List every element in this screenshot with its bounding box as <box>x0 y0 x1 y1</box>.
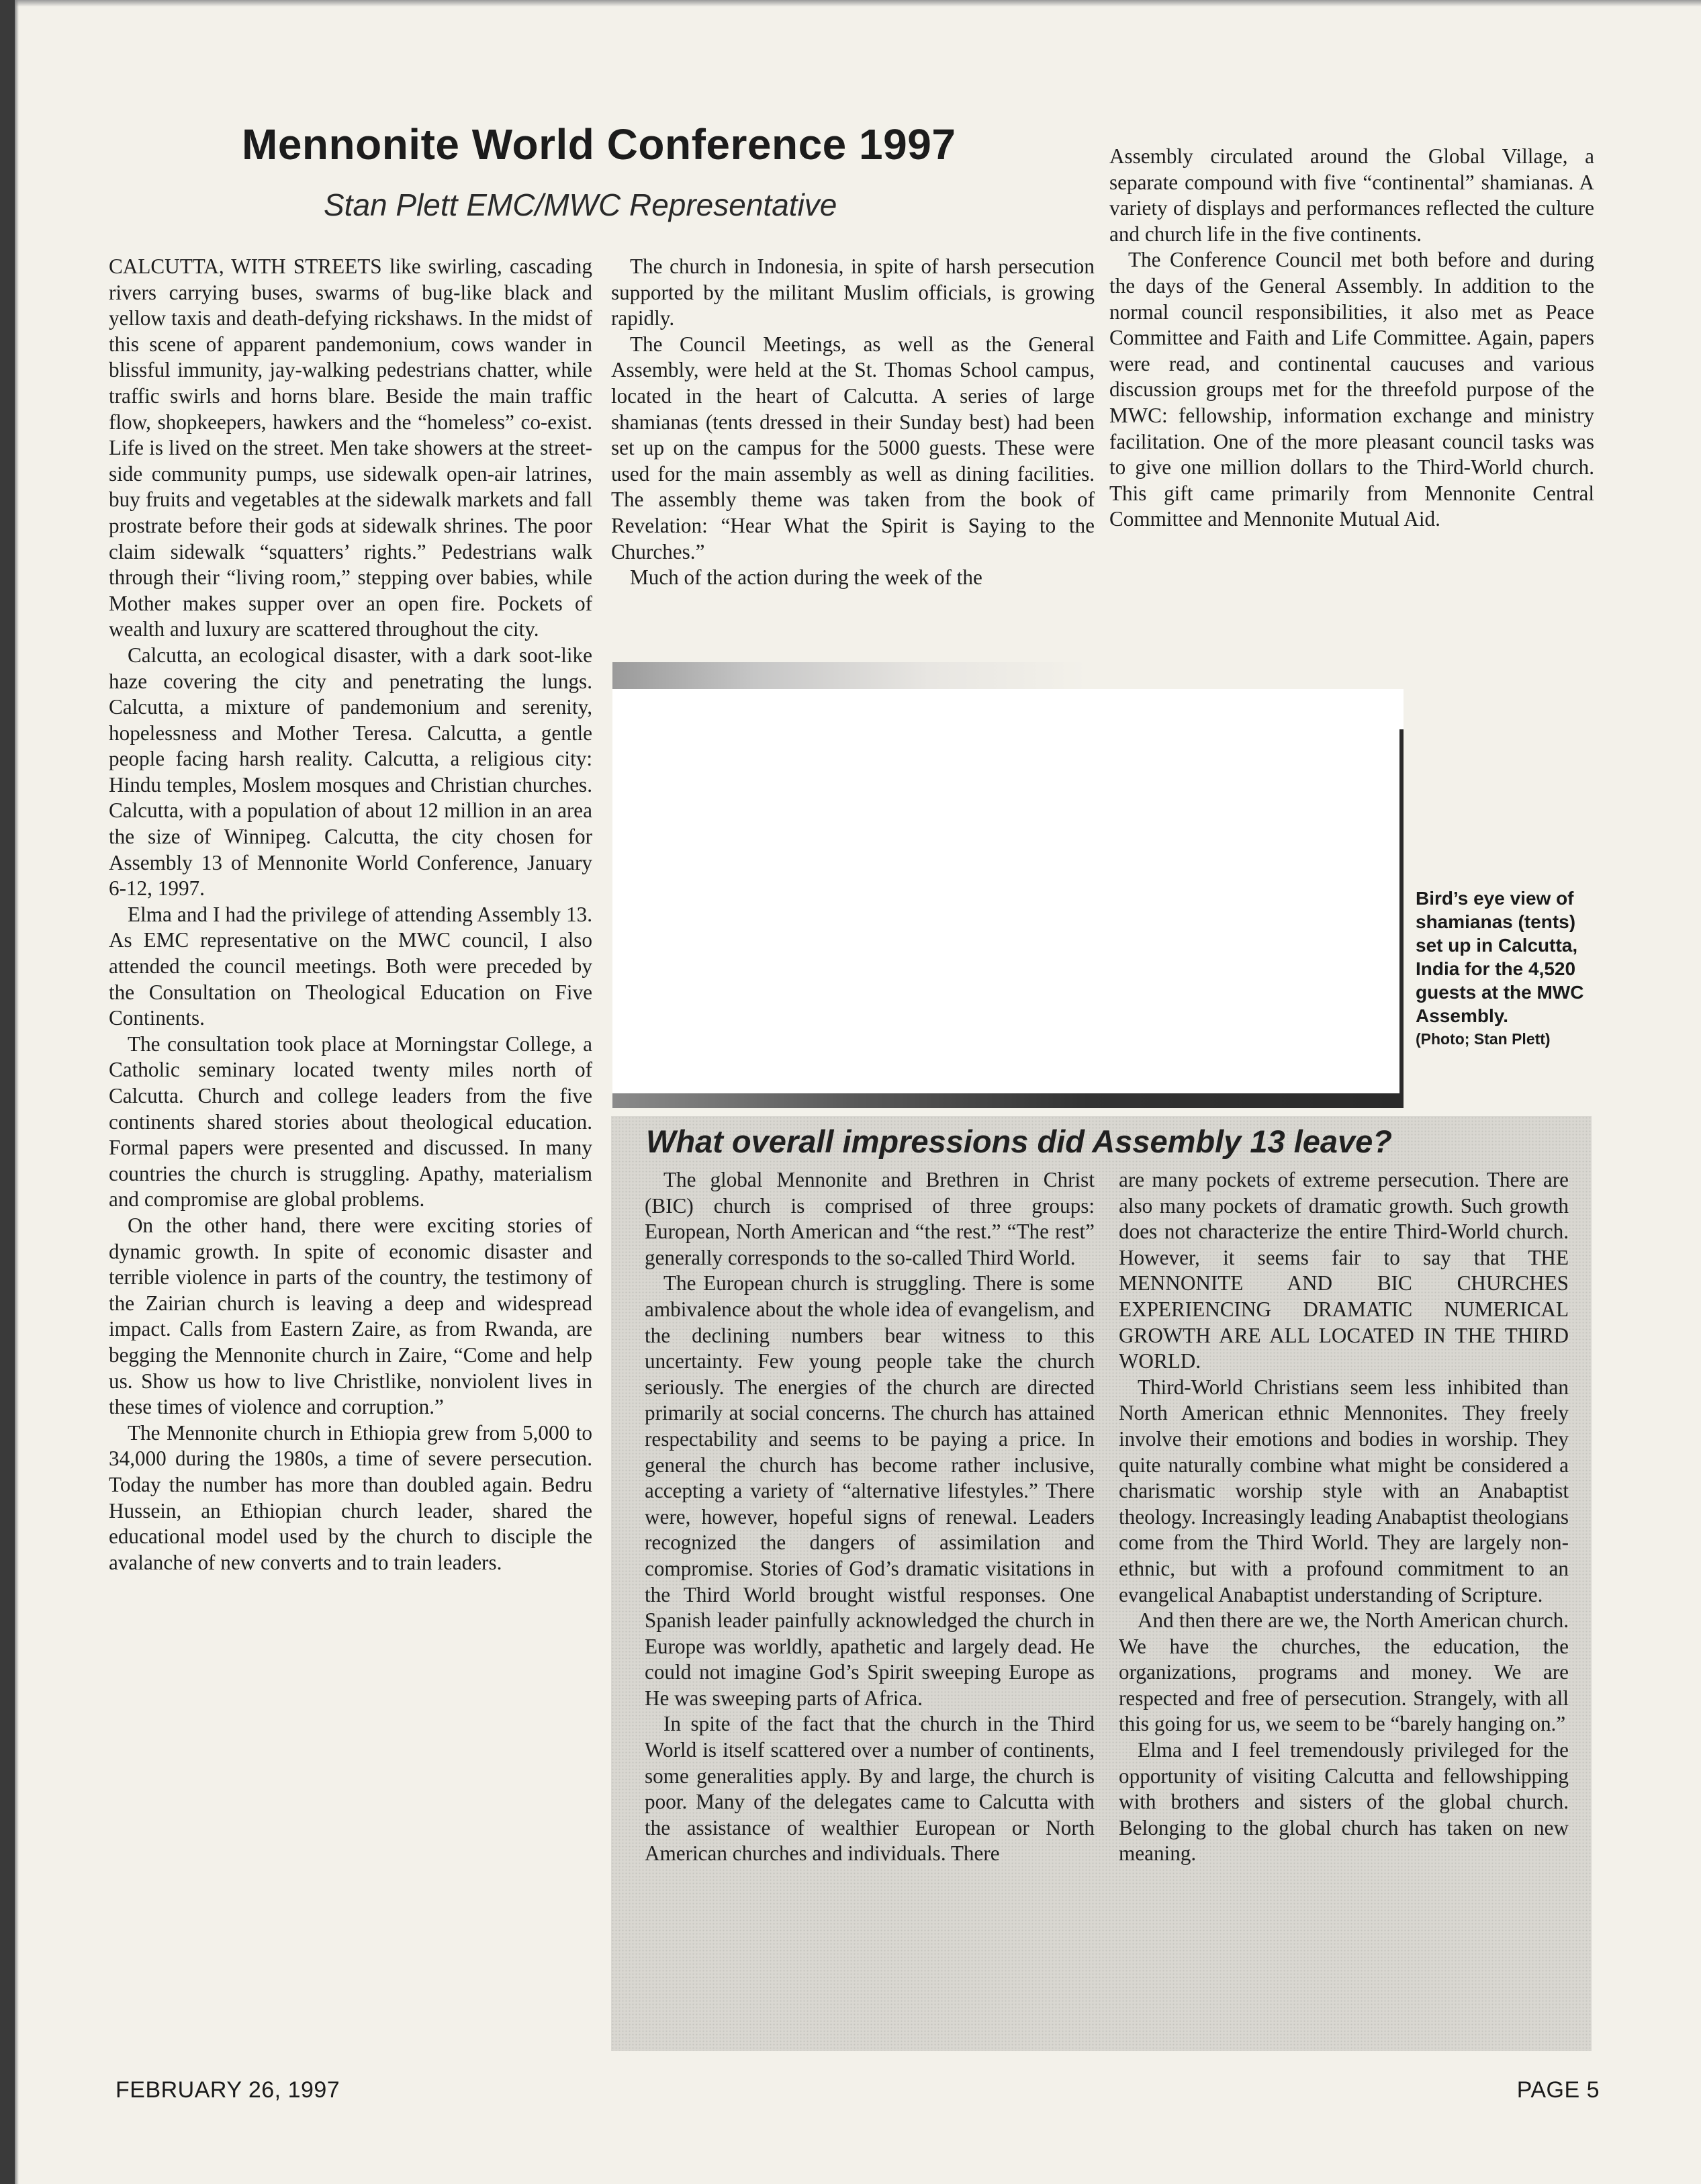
photo-credit: (Photo; Stan Plett) <box>1416 1030 1551 1048</box>
impressions-sidebar <box>611 1116 1592 2051</box>
paragraph: On the other hand, there were exciting stories of dynamic growth. In spite of economic disaster and terrible violence in parts of the country, the testimony of the Zairian church is leaving a deep and widespread impact. Calls from Eastern Zaire, as from Rwanda, are begging the Mennonite church in Zaire, “Come and help us. Show us how to live Christlike, nonviolent lives in these times of violence and corruption.” <box>109 1213 592 1419</box>
photo-bottom-edge <box>612 1093 1404 1108</box>
paragraph: The European church is struggling. There is some ambivalence about the whole idea of evangelism, and the declining numbers bear witness to this uncertainty. Few young people take the church seriously. The energies of the church are directed primarily at social concerns. The church has attained respectability and seems to be paying a price. In general the church has become rather inclusive, accepting a variety of “alternative lifestyles.” There were, however, hopeful signs of renewal. Leaders recognized the dangers of assimilation and compromise. Stories of God’s dramatic visitations in the Third World brought wistful responses. One Spanish leader painfully acknowledged the church in Europe was worldly, apathetic and largely dead. He could not imagine God’s Spirit sweeping Europe as He was sweeping parts of Africa. <box>645 1271 1095 1710</box>
article-title: Mennonite World Conference 1997 <box>242 120 956 169</box>
paragraph: are many pockets of extreme persecution. There are also many pockets of dramatic growth. Such growth does not characterize the entire Third-World church. However, it seems fair to say that THE MENNONITE AND BIC CHURCHES EXPERIENCING DRAMATIC NUMERICAL GROWTH ARE ALL LOCATED IN THE THIRD WORLD. <box>1119 1168 1569 1373</box>
article-column-1 <box>109 254 592 1576</box>
paragraph: Third-World Christians seem less inhibited than North American ethnic Mennonites. They freely involve their emotions and bodies in worship. They quite naturally combine what might be considered a charismatic worship style with an Anabaptist theology. Increasingly leading Anabaptist theologians come from the Third World. They are largely non-ethnic, but with a profound commitment to an evangelical Anabaptist understanding of Scripture. <box>1119 1375 1569 1606</box>
sidebar-column-right <box>1119 1167 1569 1867</box>
paragraph: The global Mennonite and Brethren in Christ (BIC) church is comprised of three groups: European, North American and “the rest.” “The rest” generally corresponds to the so-called Third World. <box>645 1168 1095 1269</box>
paragraph: Assembly circulated around the Global Village, a separate compound with five “continental” shamianas. A variety of displays and performances reflected the culture and church life in the five continents. <box>1109 144 1594 246</box>
scan-top-shadow <box>15 0 1701 7</box>
paragraph: The Conference Council met both before and during the days of the General Assembly. In addition to the normal council responsibilities, it also met as Peace Committee and Faith and Life Committee. Again, papers were read, and continental caucuses and various discussion groups met for the threefold purpose of the MWC: fellowship, information exchange and ministry facilitation. One of the more pleasant council tasks was to give one million dollars to the Third-World church. This gift came primarily from Mennonite Central Committee and Mennonite Mutual Aid. <box>1109 248 1594 531</box>
paragraph: Much of the action during the week of the <box>630 565 982 590</box>
paragraph: Calcutta, an ecological disaster, with a dark soot-like haze covering the city and penetrating the lungs. Calcutta, a mixture of pandemonium and serenity, hopelessness and Mother Teresa. Calcutta, a gentle people facing harsh reality. Calcutta, a religious city: Hindu temples, Moslem mosques and Christian churches. Calcutta, with a population of about 12 million in an area the size of Winnipeg. Calcutta, the city chosen for Assembly 13 of Mennonite World Conference, January 6-12, 1997. <box>109 643 592 901</box>
photo-top-edge <box>612 662 1404 689</box>
caption-text: Bird’s eye view of shamianas (tents) set up in Calcutta, India for the 4,520 guests at the MWC Assembly. <box>1416 888 1584 1026</box>
article-byline: Stan Plett EMC/MWC Representative <box>324 187 837 222</box>
paragraph: The consultation took place at Morningstar College, a Catholic seminary located twenty miles north of Calcutta. Church and college leaders from the five continents shared stories about theological education. Formal papers were presented and discussed. In many countries the church is struggling. Apathy, materialism and compromise are global problems. <box>109 1032 592 1212</box>
paragraph: Elma and I feel tremendously privileged for the opportunity of visiting Calcutta and fellowshipping with brothers and sisters of the global church. Belonging to the global church has taken on new meaning. <box>1119 1738 1569 1866</box>
sidebar-heading: What overall impressions did Assembly 13 leave? <box>646 1124 1393 1159</box>
paragraph: The Mennonite church in Ethiopia grew from 5,000 to 34,000 during the 1980s, a time of severe persecution. Today the number has more than doubled again. Bedru Hussein, an Ethiopian church leader, shared the educational model used by the church to disciple the avalanche of new converts and to train leaders. <box>109 1420 592 1574</box>
photo-placeholder <box>612 662 1404 1108</box>
article-column-3 <box>1109 144 1594 533</box>
newsletter-page <box>15 0 1701 2184</box>
photo-right-edge <box>1399 729 1404 1108</box>
paragraph: Elma and I had the privilege of attending Assembly 13. As EMC representative on the MWC council, I also attended the council meetings. Both were preceded by the Consultation on Theological Education on Five Continents. <box>109 902 592 1030</box>
sidebar-column-left <box>645 1167 1095 1867</box>
photo-caption <box>1416 886 1604 1051</box>
paragraph: CALCUTTA, WITH STREETS like swirling, cascading rivers carrying buses, swarms of bug-like black and yellow taxis and death-defying rickshaws. In the midst of this scene of apparent pandemonium, cows wander in blissful immunity, jay-walking pedestrians chatter, while traffic swirls and horns blare. Beside the main traffic flow, shopkeepers, hawkers and the “homeless” co-exist. Life is lived on the street. Men take showers at the street-side community pumps, use sidewalk open-air latrines, buy fruits and vegetables at the sidewalk markets and fall prostrate before their gods at sidewalk shrines. The poor claim sidewalk “squatters’ rights.” Pedestrians walk through their “living room,” stepping over babies, while Mother makes supper over an open fire. Pockets of wealth and luxury are scattered throughout the city. <box>109 255 592 641</box>
paragraph: The church in Indonesia, in spite of harsh persecution supported by the militant Muslim officials, is growing rapidly. <box>611 255 1095 330</box>
footer-page-number: PAGE 5 <box>1516 2077 1600 2103</box>
paragraph: The Council Meetings, as well as the General Assembly, were held at the St. Thomas School campus, located in the heart of Calcutta. A series of large shamianas (tents dressed in their Sunday best) had been set up on the campus for the 5000 guests. These were used for the main assembly as well as dining facilities. The assembly theme was taken from the book of Revelation: “Hear What the Spirit is Saying to the Churches.” <box>611 332 1095 563</box>
scan-left-edge <box>15 0 19 2184</box>
footer-date: FEBRUARY 26, 1997 <box>116 2077 340 2103</box>
paragraph: And then there are we, the North American church. We have the churches, the education, the organizations, programs and money. We are respected and free of persecution. Strangely, with all this going for us, we seem to be “barely hanging on.” <box>1119 1608 1569 1736</box>
article-column-2 <box>611 254 1095 591</box>
paragraph: In spite of the fact that the church in the Third World is itself scattered over a number of continents, some generalities apply. By and large, the church is poor. Many of the delegates came to Calcutta with the assistance of wealthier European or North American churches and individuals. There <box>645 1712 1095 1866</box>
